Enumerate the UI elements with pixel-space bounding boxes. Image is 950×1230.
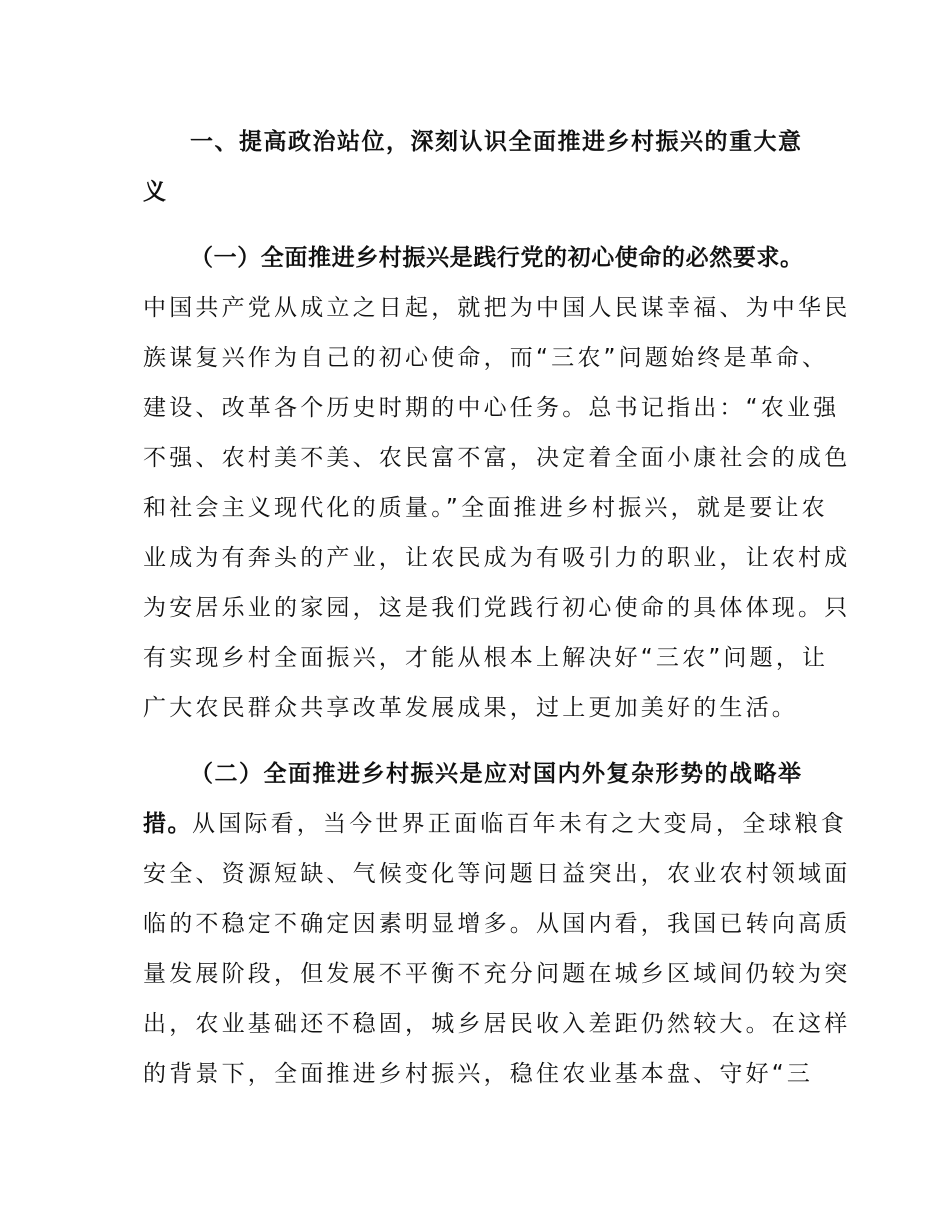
paragraph-line: 安全、资源短缺、气候变化等问题日益突出，农业农村领域面 <box>143 861 851 887</box>
paragraph-line: 为安居乐业的家园，这是我们党践行初心使命的具体体现。只 <box>143 595 851 621</box>
section-heading-line-1: 一、提高政治站位，深刻认识全面推进乡村振兴的重大意 <box>190 129 803 155</box>
subsection-2-heading: （二）全面推进乡村振兴是应对国内外复杂形势的战略举 <box>190 761 803 787</box>
section-heading-line-2: 义 <box>143 179 168 205</box>
paragraph-text: 从国际看，当今世界正面临百年未有之大变局，全球粮食 <box>192 811 847 837</box>
subsection-1-heading: （一）全面推进乡村振兴是践行党的初心使命的必然要求。 <box>190 245 804 271</box>
paragraph-line: 不强、农村美不美、农民富不富，决定着全面小康社会的成色 <box>143 445 851 471</box>
paragraph-line: 量发展阶段，但发展不平衡不充分问题在城乡区域间仍较为突 <box>143 961 851 987</box>
paragraph-line: 族谋复兴作为自己的初心使命，而“三农”问题始终是革命、 <box>143 345 829 371</box>
paragraph-line: 业成为有奔头的产业，让农民成为有吸引力的职业，让农村成 <box>143 545 851 571</box>
paragraph-line: 广大农民群众共享改革发展成果，过上更加美好的生活。 <box>143 695 798 721</box>
paragraph-line: 临的不稳定不确定因素明显增多。从国内看，我国已转向高质 <box>143 911 851 937</box>
paragraph-line: 的背景下，全面推进乡村振兴，稳住农业基本盘、守好“三 <box>143 1061 814 1087</box>
paragraph-line: 中国共产党从成立之日起，就把为中国人民谋幸福、为中华民 <box>143 295 851 321</box>
paragraph-line: 和社会主义现代化的质量。”全面推进乡村振兴，就是要让农 <box>143 495 828 521</box>
paragraph-line: 建设、改革各个历史时期的中心任务。总书记指出：“农业强 <box>143 395 840 421</box>
paragraph-line: 出，农业基础还不稳固，城乡居民收入差距仍然较大。在这样 <box>143 1011 851 1037</box>
paragraph-line: 有实现乡村全面振兴，才能从根本上解决好“三农”问题，让 <box>143 645 829 671</box>
subsection-2-heading-cont: 措。 <box>143 811 192 837</box>
subsection-2-first-line <box>143 809 847 839</box>
